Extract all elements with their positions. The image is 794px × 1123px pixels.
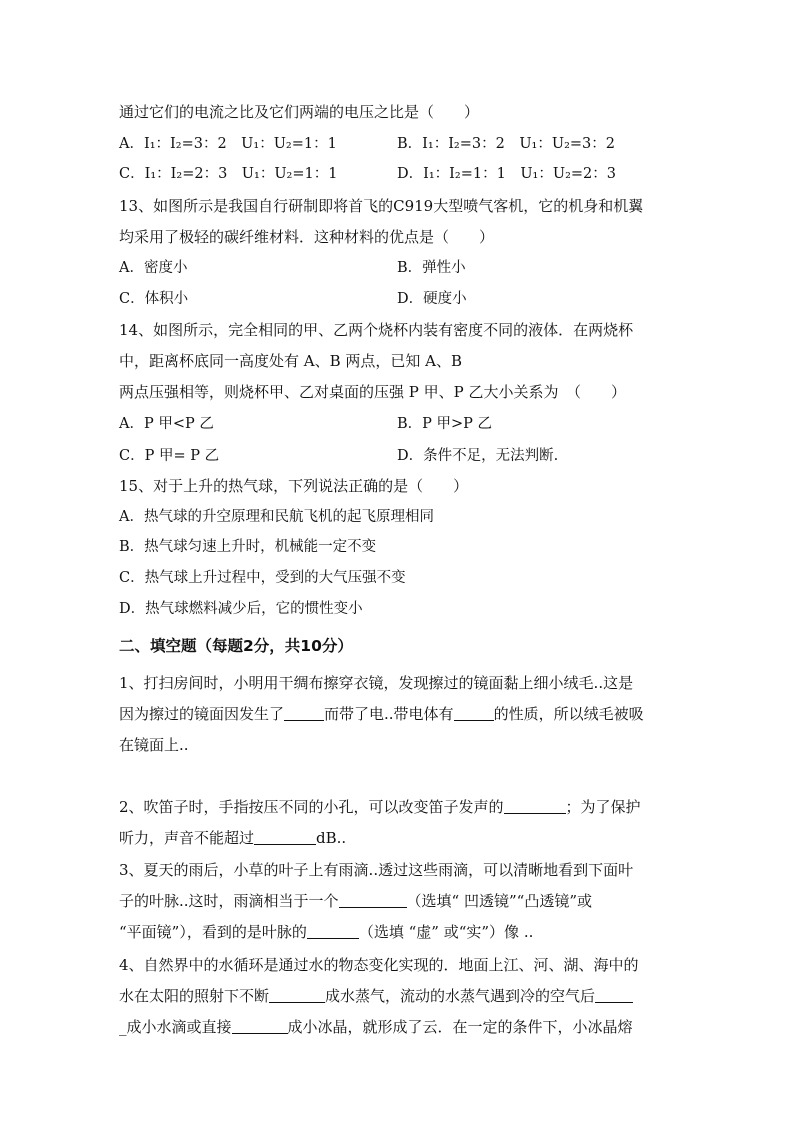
q12-option-d-letter: D． (397, 166, 424, 182)
q12-option-d-text: I₁：I₂=1：1 U₁：U₂=2：3 (423, 166, 616, 182)
fill3-text-d: （选填 “虚” 或“实”）像 .. (358, 923, 534, 941)
q13-option-a: A．密度小 (119, 260, 188, 276)
q15-option-b: B．热气球匀速上升时，机械能一定不变 (119, 539, 377, 555)
fill4-blank-3 (232, 1019, 288, 1034)
fill2-blank-2 (254, 830, 316, 845)
q15-stem: 15、对于上升的热气球，下列说法正确的是（ ） (119, 477, 469, 495)
fill4-text-b: 成水蒸气，流动的水蒸气遇到冷的空气后 (325, 987, 596, 1005)
section-heading-fill-in: 二、填空题（每题2分，共10分） (119, 637, 353, 655)
q14-line-2: 中，距离杯底同一高度处有 A、B 两点，已知 A、B (119, 352, 463, 370)
fill1-line-3: 在镜面上.. (119, 736, 189, 754)
fill2-text-d: dB.. (316, 829, 347, 847)
fill3-blank-1 (339, 893, 407, 908)
fill4-line-2 (119, 986, 633, 1006)
q15-option-d: D．热气球燃料减少后，它的惯性变小 (119, 601, 363, 617)
fill3-text-b: （选填“ 凹透镜”“凸透镜”或 (406, 892, 592, 910)
fill2-line-2 (119, 828, 346, 848)
q13-option-d: D．硬度小 (397, 291, 467, 307)
q13-line-1: 13、如图所示是我国自行研制即将首飞的C919大型喷气客机，它的机身和机翼 (119, 197, 644, 215)
fill1-blank-1 (284, 706, 324, 721)
fill3-text-c: “平面镜”），看到的是叶脉的 (119, 923, 307, 941)
q13-option-c: C．体积小 (119, 291, 189, 307)
q12-option-row-2 (119, 164, 616, 184)
fill2-line-1 (119, 797, 641, 817)
q13-option-b: B．弹性小 (397, 260, 466, 276)
q12-option-c-text: I₁：I₂=2：3 U₁：U₂=1：1 (144, 166, 338, 182)
fill4-blank-2 (595, 988, 633, 1003)
fill1-line-1: 1、打扫房间时，小明用干绸布擦穿衣镜，发现擦过的镜面黏上细小绒毛..这是 (119, 674, 634, 692)
q14-option-d: D．条件不足，无法判断. (397, 448, 559, 464)
q12-option-c-letter: C． (119, 166, 145, 182)
q14-line-3: 两点压强相等，则烧杯甲、乙对桌面的压强 P 甲、P 乙大小关系为 （ ） (119, 383, 626, 401)
q12-option-b-text: I₁：I₂=3：2 U₁：U₂=3：2 (422, 136, 616, 152)
fill3-text-a: 子的叶脉..这时，雨滴相当于一个 (119, 892, 339, 910)
q12-option-d (397, 164, 616, 184)
fill1-blank-2 (454, 706, 494, 721)
fill1-text-a: 因为擦过的镜面因发生了 (119, 705, 285, 723)
fill3-line-2 (119, 891, 592, 911)
q14-line-1: 14、如图所示，完全相同的甲、乙两个烧杯内装有密度不同的液体．在两烧杯 (119, 321, 634, 339)
fill3-line-3 (119, 922, 533, 942)
fill3-blank-2 (307, 924, 359, 939)
fill2-text-b: ；为了保护 (565, 798, 641, 816)
q13-line-2: 均采用了极轻的碳纤维材料．这种材料的优点是（ ） (119, 228, 495, 246)
fill4-text-d: 成小冰晶，就形成了云．在一定的条件下，小冰晶熔 (287, 1018, 633, 1036)
q12-option-b (397, 134, 615, 154)
q12-option-row-1 (119, 134, 616, 154)
fill4-text-c: _成小水滴或直接 (119, 1018, 232, 1036)
q15-option-c: C．热气球上升过程中，受到的大气压强不变 (119, 570, 406, 586)
q15-option-a: A．热气球的升空原理和民航飞机的起飞原理相同 (119, 509, 434, 525)
fill3-line-1: 3、夏天的雨后，小草的叶子上有雨滴..透过这些雨滴，可以清晰地看到下面叶 (119, 861, 634, 879)
fill1-line-2 (119, 704, 644, 724)
fill1-text-c: 的性质，所以绒毛被吸 (493, 705, 644, 723)
fill2-text-a: 2、吹笛子时，手指按压不同的小孔，可以改变笛子发声的 (119, 798, 504, 816)
q13-option-row-1 (119, 258, 466, 278)
fill2-blank-1 (504, 799, 566, 814)
fill2-text-c: 听力，声音不能超过 (119, 829, 255, 847)
fill1-text-b: 而带了电..带电体有 (324, 705, 454, 723)
q14-option-b: B．P 甲>P 乙 (397, 416, 493, 432)
q12-stem: 通过它们的电流之比及它们两端的电压之比是（ ） (119, 103, 480, 121)
q14-option-a: A．P 甲<P 乙 (119, 416, 214, 432)
q13-option-row-2 (119, 289, 467, 309)
q14-option-row-2 (119, 446, 559, 466)
q14-option-row-1 (119, 414, 493, 434)
q14-option-c: C．P 甲= P 乙 (119, 448, 220, 464)
fill4-line-3 (119, 1017, 633, 1037)
fill4-blank-1 (269, 988, 325, 1003)
fill4-line-1: 4、自然界中的水循环是通过水的物态变化实现的．地面上江、河、湖、海中的 (119, 956, 639, 974)
fill4-text-a: 水在太阳的照射下不断 (119, 987, 270, 1005)
q12-option-a-text: I₁：I₂=3：2 U₁：U₂=1：1 (143, 136, 337, 152)
q12-option-b-letter: B． (397, 136, 423, 152)
q12-option-a-letter: A． (119, 136, 144, 152)
